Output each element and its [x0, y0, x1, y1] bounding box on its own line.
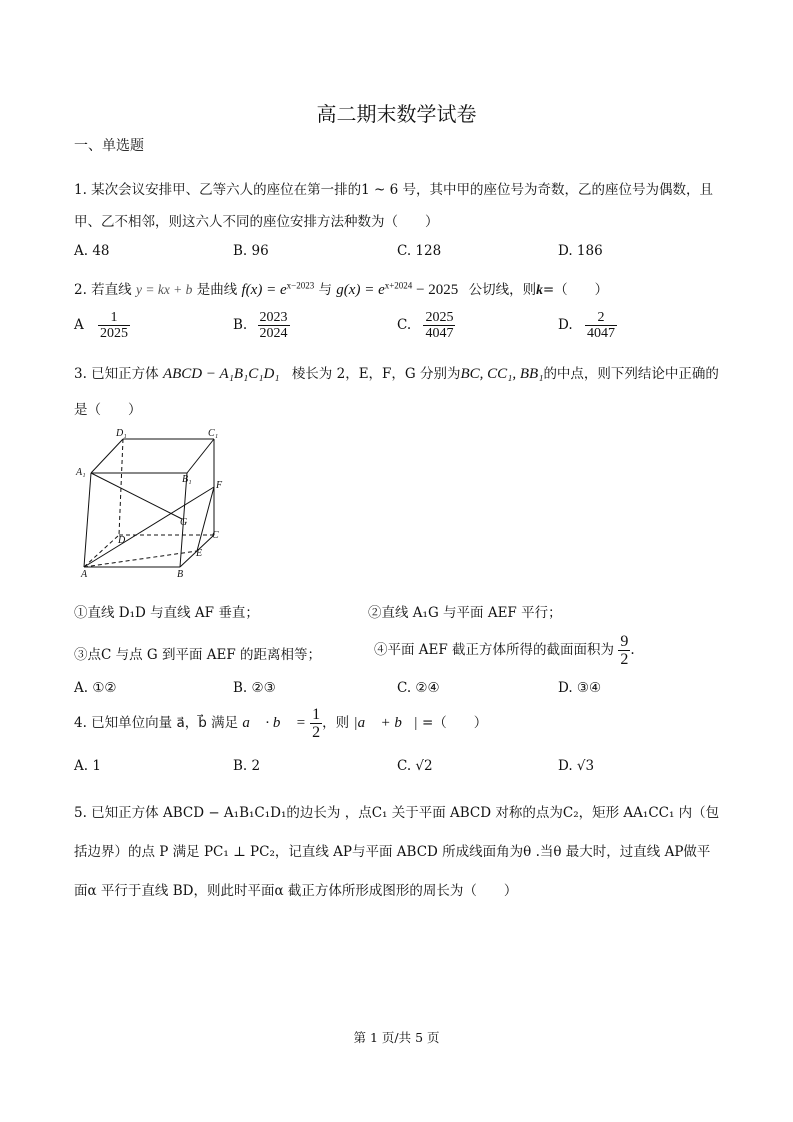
q3-statement-2: ②直线 A₁G 与平面 AEF 平行； [368, 605, 562, 621]
q2-option-a-den: 2025 [100, 326, 129, 341]
q2-mid1: 是曲线 [196, 282, 238, 298]
q3-s4-num: 9 [620, 633, 629, 650]
q1-option-a: A. 48 [74, 243, 110, 259]
q2-end: =（ ） [542, 282, 609, 298]
q2-option-a-label: A [74, 317, 84, 333]
q2-f-equation: f(x) = e [241, 282, 287, 298]
q3-edges: BC, CC₁, BB₁ [460, 366, 544, 382]
label-d1: D₁ [116, 428, 127, 439]
q2-option-b-label: B. [233, 317, 248, 333]
q1-line2: 甲、乙不相邻，则这六人不同的座位安排方法种数为（ ） [74, 214, 439, 230]
q4-den: 2 [312, 724, 321, 741]
label-d: D [118, 535, 126, 546]
q2-line-equation: y = kx + b [135, 282, 193, 297]
q2-option-d-den: 4047 [586, 326, 615, 341]
q3-cube: ABCD − A₁B₁C₁D₁ [162, 366, 280, 382]
q4-prefix: 4. 已知单位向量 a⃗，b⃗ 满足 [74, 715, 239, 731]
label-c: C [212, 530, 219, 541]
q2-option-a [74, 310, 130, 341]
q4-num: 1 [312, 706, 321, 723]
q3-statement-4-text: ④平面 AEF 截正方体所得的截面面积为 [374, 642, 615, 658]
q1-option-c: C. 128 [397, 243, 442, 259]
q3-mid: 棱长为 2，E，F，G 分别为 [291, 366, 461, 382]
q4-option-a: A. 1 [74, 758, 101, 774]
q3-statement-3: ③点C 与点 G 到平面 AEF 的距离相等； [74, 647, 322, 663]
q3-s4-end: . [630, 642, 635, 658]
q2-mid2: 与 [318, 282, 332, 298]
cube-figure [74, 425, 234, 580]
page-title: 高二期末数学试卷 [316, 102, 477, 126]
q3-option-a: A. ①② [74, 680, 117, 696]
q4-option-b: B. 2 [233, 758, 261, 774]
q3-option-d: D. ③④ [558, 680, 602, 696]
q4-option-c: C. √2 [397, 758, 433, 774]
section-heading: 一、单选题 [74, 138, 144, 154]
q3-s4-den: 2 [620, 651, 629, 668]
q5-line1: 5. 已知正方体 ABCD − A₁B₁C₁D₁的边长为 ，点C₁ 关于平面 ABCD 对称的点为C₂，矩形 AA₁CC₁ 内（包 [74, 805, 720, 821]
q2-prefix: 2. 若直线 [74, 282, 132, 298]
q4-dot-product: a⃗ · b⃗ = [242, 715, 306, 731]
label-a: A [81, 569, 88, 580]
q2-option-c-num: 2025 [425, 310, 454, 325]
q2-suffix: 公切线，则 [468, 282, 537, 298]
q3-statement-1: ①直线 D₁D 与直线 AF 垂直； [74, 605, 259, 621]
q1-option-d: D. 186 [558, 243, 603, 259]
label-b1: B₁ [182, 474, 192, 485]
q2-option-b-num: 2023 [259, 310, 288, 325]
label-c1: C₁ [208, 428, 219, 439]
q2-option-c [397, 310, 455, 341]
q2-option-c-label: C. [397, 317, 412, 333]
q3-line2: 是（ ） [74, 402, 142, 418]
q2-g-tail: − 2025 [412, 282, 459, 298]
q2-g-equation: g(x) = e [336, 282, 385, 298]
q3-prefix: 3. 已知正方体 [74, 366, 159, 382]
q2-option-c-den: 4047 [425, 326, 454, 341]
label-b: B [177, 569, 184, 580]
q2-option-d-label: D. [558, 317, 573, 333]
q4-option-d: D. √3 [558, 758, 595, 774]
q2-f-exponent: x−2023 [286, 280, 315, 291]
q4-mid: ，则 [322, 715, 350, 731]
q5-line3: 面α 平行于直线 BD，则此时平面α 截正方体所形成图形的周长为（ ） [74, 883, 518, 899]
label-f: F [216, 480, 223, 491]
q1-option-b: B. 96 [233, 243, 269, 259]
q2-k: k [536, 282, 543, 297]
q3-stem [74, 362, 719, 383]
label-e: E [196, 548, 203, 559]
q4-end: =（ ） [421, 715, 488, 731]
q2-option-b [233, 310, 290, 341]
q1-line1: 1. 某次会议安排甲、乙等六人的座位在第一排的1 ~ 6 号，其中甲的座位号为奇数，乙的座位号为偶数，且 [74, 182, 714, 198]
page-footer: 第 1 页/共 5 页 [353, 1030, 440, 1045]
q3-suffix: 的中点，则下列结论中正确的 [543, 366, 719, 382]
label-a1: A₁ [76, 467, 86, 478]
q5-line2: 括边界）的点 P 满足 PC₁ ⊥ PC₂，记直线 AP与平面 ABCD 所成线面角为θ .当θ 最大时，过直线 AP做平 [74, 844, 711, 860]
q4-abs-sum: |a⃗ + b⃗| [353, 715, 418, 731]
q2-option-b-den: 2024 [259, 326, 288, 341]
q4-stem [74, 706, 487, 741]
label-g: G [180, 517, 188, 528]
q2-option-a-num: 1 [110, 310, 118, 325]
q2-stem [74, 278, 608, 299]
q3-statement-4 [374, 633, 635, 668]
q2-option-d [558, 310, 617, 341]
q2-option-d-num: 2 [597, 310, 605, 325]
q3-option-b: B. ②③ [233, 680, 276, 696]
q3-option-c: C. ②④ [397, 680, 440, 696]
q2-g-exponent: x+2024 [384, 280, 413, 291]
